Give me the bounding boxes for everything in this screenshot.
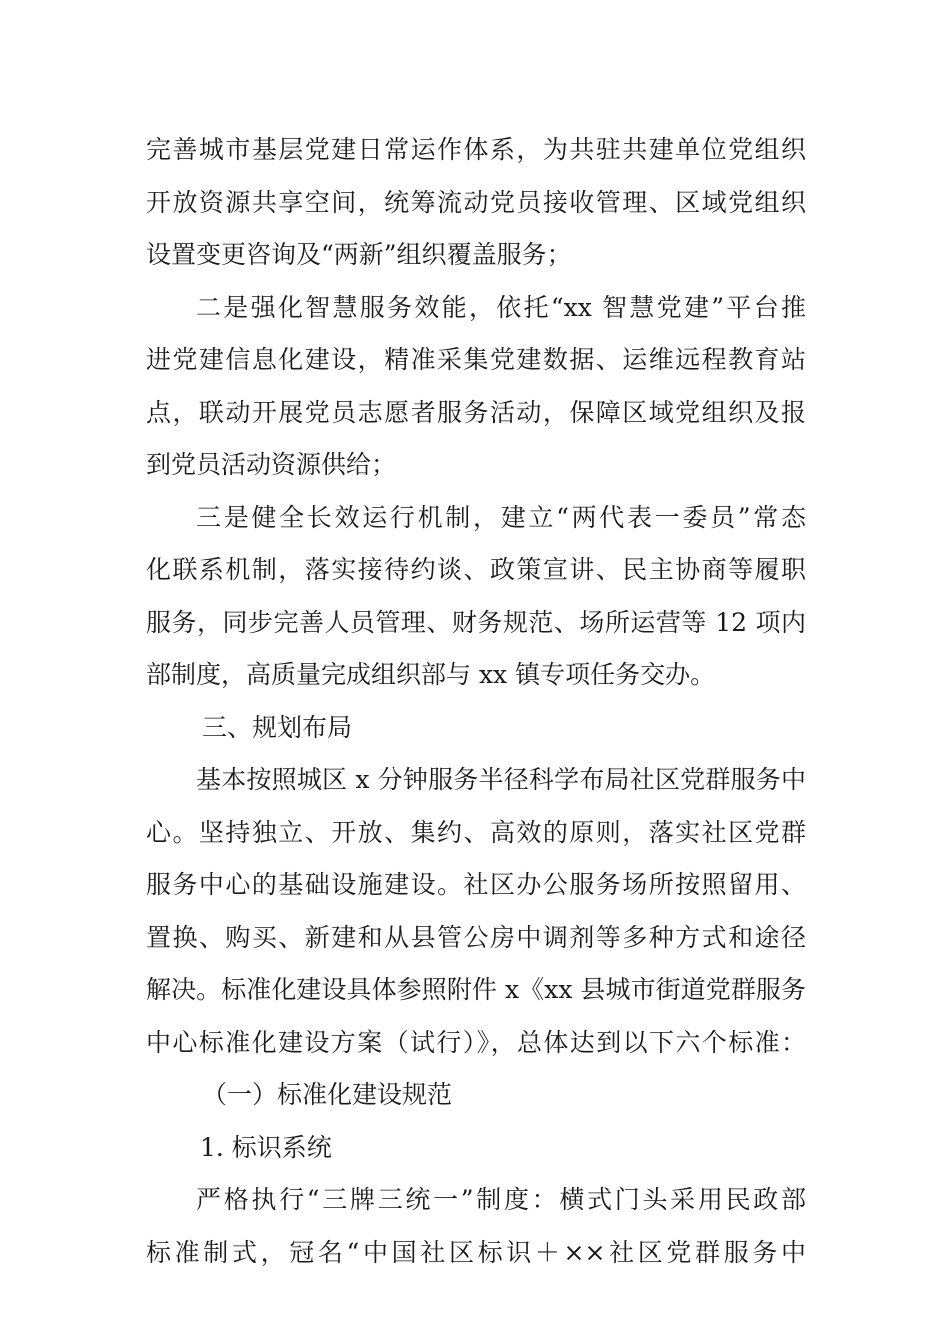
paragraph-line: 标准制式，冠名“中国社区标识＋××社区党群服务中 — [146, 1237, 806, 1267]
document-body — [146, 124, 806, 1279]
section-heading: 三、规划布局 — [202, 712, 353, 742]
paragraph-line: 严格执行“三牌三统一”制度：横式门头采用民政部 — [196, 1185, 806, 1214]
paragraph-line: 置换、购买、新建和从县管公房中调剂等多种方式和途径 — [146, 922, 806, 952]
paragraph-line: 解决。标准化建设具体参照附件 x《xx 县城市街道党群服务 — [146, 975, 806, 1004]
paragraph-line: 完善城市基层党建日常运作体系，为共驻共建单位党组织 — [146, 135, 806, 164]
paragraph-line: 三是健全长效运行机制，建立“两代表一委员”常态 — [196, 502, 806, 532]
paragraph-line: 设置变更咨询及“两新”组织覆盖服务； — [146, 240, 572, 269]
paragraph-line: 到党员活动资源供给； — [146, 450, 397, 479]
paragraph-line: 服务，同步完善人员管理、财务规范、场所运营等 12 项内 — [146, 607, 806, 637]
paragraph-line: 心。坚持独立、开放、集约、高效的原则，落实社区党群 — [146, 817, 806, 847]
subsection-heading: （一）标准化建设规范 — [202, 1080, 453, 1109]
paragraph-line: 点，联动开展党员志愿者服务活动，保障区域党组织及报 — [146, 397, 806, 427]
paragraph-line: 进党建信息化建设，精准采集党建数据、运维远程教育站 — [146, 345, 806, 374]
numbered-heading: 1. 标识系统 — [200, 1132, 332, 1162]
paragraph-line: 二是强化智慧服务效能，依托“xx 智慧党建”平台推 — [196, 292, 806, 322]
paragraph-line: 中心标准化建设方案（试行）》，总体达到以下六个标准： — [146, 1027, 806, 1057]
paragraph-line: 化联系机制，落实接待约谈、政策宣讲、民主协商等履职 — [146, 555, 806, 584]
paragraph-line: 部制度，高质量完成组织部与 xx 镇专项任务交办。 — [146, 660, 716, 689]
paragraph-line: 开放资源共享空间，统筹流动党员接收管理、区域党组织 — [146, 187, 806, 217]
paragraph-line: 服务中心的基础设施建设。社区办公服务场所按照留用、 — [146, 870, 806, 899]
paragraph-line: 基本按照城区 x 分钟服务半径科学布局社区党群服务中 — [196, 765, 806, 794]
